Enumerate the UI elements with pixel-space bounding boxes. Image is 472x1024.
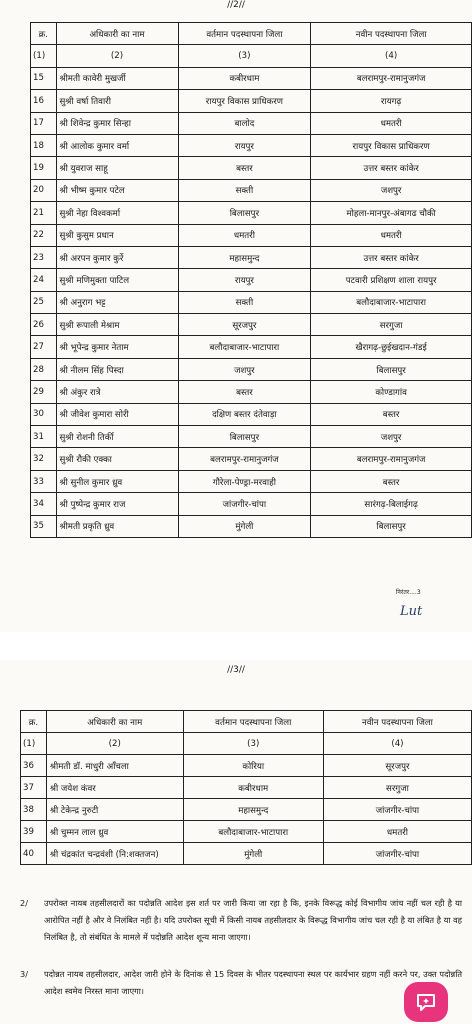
signature: Lut bbox=[400, 604, 423, 619]
row-officer-name: सुश्री रोशनी तिर्की bbox=[56, 426, 178, 448]
row-current-district: दक्षिण बस्तर दंतेवाड़ा bbox=[178, 403, 311, 425]
header-serial: क्र. bbox=[31, 23, 57, 45]
row-serial: 19 bbox=[31, 157, 57, 179]
header-new-district: नवीन पदस्थापना जिला bbox=[311, 23, 472, 45]
row-new-district: बलौदाबाजार-भाटापारा bbox=[311, 291, 472, 313]
row-serial: 39 bbox=[21, 821, 47, 843]
row-current-district: बिलासपुर bbox=[178, 426, 311, 448]
row-new-district: जांजगीर-चांपा bbox=[323, 843, 471, 865]
table-row bbox=[31, 112, 472, 134]
table-body bbox=[31, 67, 472, 537]
row-new-district: रायगढ़ bbox=[311, 90, 472, 112]
header-current-district: वर्तमान पदस्थापना जिला bbox=[183, 711, 323, 733]
row-new-district: बस्तर bbox=[311, 470, 472, 492]
table-row bbox=[31, 291, 472, 313]
row-officer-name: सुश्री कुसुम प्रधान bbox=[56, 224, 178, 246]
row-current-district: सूरजपुर bbox=[178, 314, 311, 336]
row-new-district: जांजगीर-चांपा bbox=[323, 799, 471, 821]
row-serial: 35 bbox=[31, 515, 57, 537]
table-row bbox=[31, 403, 472, 425]
table-row bbox=[31, 224, 472, 246]
table-row bbox=[21, 799, 472, 821]
table-row bbox=[31, 493, 472, 515]
table-row bbox=[21, 755, 472, 777]
row-officer-name: श्री नीलम सिंह पिस्दा bbox=[56, 358, 178, 380]
row-officer-name: श्री भूपेन्द्र कुमार नेताम bbox=[56, 336, 178, 358]
row-current-district: बस्तर bbox=[178, 157, 311, 179]
row-officer-name: श्री सुनील कुमार ध्रुव bbox=[56, 470, 178, 492]
paragraph-text: पदोन्नत नायब तहसीलदार, आदेश जारी होने के दिनांक से 15 दिवस के भीतर पदस्थापना स्थल पर कार्यभार ग्रहण नहीं करने पर, उक्त पदोन्नति आदेश स्वमेव निरस्त माना जाएगा। bbox=[44, 969, 462, 996]
header-officer-name: अधिकारी का नाम bbox=[56, 23, 178, 45]
row-officer-name: श्री भीष्म कुमार पटेल bbox=[56, 179, 178, 201]
row-serial: 18 bbox=[31, 134, 57, 156]
row-serial: 25 bbox=[31, 291, 57, 313]
table-body bbox=[21, 755, 472, 865]
paragraph-number: 3/ bbox=[20, 969, 28, 979]
row-serial: 22 bbox=[31, 224, 57, 246]
row-officer-name: श्री अंकुर रात्रे bbox=[56, 381, 178, 403]
row-new-district: धमतरी bbox=[311, 224, 472, 246]
row-current-district: बलौदाबाजार-भाटापारा bbox=[183, 821, 323, 843]
table-row bbox=[31, 134, 472, 156]
row-new-district: खैरागढ़-छुईखदान-गंडई bbox=[311, 336, 472, 358]
column-number-row bbox=[21, 733, 472, 755]
row-current-district: महासमुन्द bbox=[178, 246, 311, 268]
row-serial: 27 bbox=[31, 336, 57, 358]
row-new-district: बस्तर bbox=[311, 403, 472, 425]
row-serial: 17 bbox=[31, 112, 57, 134]
row-serial: 40 bbox=[21, 843, 47, 865]
table-row bbox=[31, 246, 472, 268]
row-officer-name: श्री जयेश कंवर bbox=[46, 777, 183, 799]
row-officer-name: सुश्री नेहा विश्वकर्मा bbox=[56, 202, 178, 224]
row-current-district: बालोद bbox=[178, 112, 311, 134]
row-current-district: बलौदाबाजार-भाटापारा bbox=[178, 336, 311, 358]
column-number: (2) bbox=[46, 733, 183, 755]
table-row bbox=[21, 843, 472, 865]
row-current-district: जांजगीर-चांपा bbox=[178, 493, 311, 515]
header-officer-name: अधिकारी का नाम bbox=[46, 711, 183, 733]
column-number: (4) bbox=[311, 45, 472, 67]
row-serial: 33 bbox=[31, 470, 57, 492]
row-new-district: सूरजपुर bbox=[323, 755, 471, 777]
table-row bbox=[31, 179, 472, 201]
table-row bbox=[31, 90, 472, 112]
row-officer-name: सुश्री मणिमुक्ता पाटिल bbox=[56, 269, 178, 291]
row-current-district: बलरामपुर-रामानुजगंज bbox=[178, 448, 311, 470]
row-current-district: रायपुर bbox=[178, 134, 311, 156]
paragraph-number: 2/ bbox=[20, 898, 28, 908]
row-new-district: सरगुजा bbox=[311, 314, 472, 336]
row-current-district: बस्तर bbox=[178, 381, 311, 403]
row-officer-name: श्री चंद्रकांत चन्द्रवंशी (नि:शक्तजन) bbox=[46, 843, 183, 865]
row-current-district: रायपुर bbox=[178, 269, 311, 291]
row-current-district: रायपुर विकास प्राधिकरण bbox=[178, 90, 311, 112]
row-serial: 36 bbox=[21, 755, 47, 777]
row-current-district: सक्ती bbox=[178, 291, 311, 313]
row-officer-name: श्रीमती डॉ. माधुरी आँचला bbox=[46, 755, 183, 777]
column-number: (1) bbox=[21, 733, 47, 755]
table-row bbox=[31, 381, 472, 403]
officer-table-continued bbox=[20, 710, 472, 865]
row-new-district: बलरामपुर-रामानुजगंज bbox=[311, 448, 472, 470]
row-new-district: पटवारी प्रशिक्षण शाला रायपुर bbox=[311, 269, 472, 291]
row-officer-name: श्री टेकेन्द्र नुरुटी bbox=[46, 799, 183, 821]
column-number-row bbox=[31, 45, 472, 67]
row-new-district: सरगुजा bbox=[323, 777, 471, 799]
row-officer-name: श्री आलोक कुमार वर्मा bbox=[56, 134, 178, 156]
row-officer-name: श्री जीवेश कुमारा सोरी bbox=[56, 403, 178, 425]
table-row bbox=[31, 67, 472, 89]
table-row bbox=[21, 777, 472, 799]
table-row bbox=[31, 157, 472, 179]
row-serial: 31 bbox=[31, 426, 57, 448]
table-row bbox=[31, 470, 472, 492]
table-row bbox=[31, 448, 472, 470]
header-serial: क्र. bbox=[21, 711, 47, 733]
table-row bbox=[31, 358, 472, 380]
row-serial: 16 bbox=[31, 90, 57, 112]
row-officer-name: सुश्री रौकी एक्का bbox=[56, 448, 178, 470]
row-serial: 26 bbox=[31, 314, 57, 336]
row-officer-name: सुश्री वर्षा तिवारी bbox=[56, 90, 178, 112]
chat-sparkle-icon bbox=[415, 991, 437, 1013]
row-new-district: उत्तर बस्तर कांकेर bbox=[311, 157, 472, 179]
row-officer-name: श्री पुष्पेन्द्र कुमार राज bbox=[56, 493, 178, 515]
row-current-district: कबीरधाम bbox=[178, 67, 311, 89]
page-number: //3// bbox=[227, 665, 245, 675]
row-current-district: महासमुन्द bbox=[183, 799, 323, 821]
header-new-district: नवीन पदस्थापना जिला bbox=[323, 711, 471, 733]
row-new-district: धमतरी bbox=[311, 112, 472, 134]
row-current-district: जशपुर bbox=[178, 358, 311, 380]
column-number: (2) bbox=[56, 45, 178, 67]
table-header-row bbox=[21, 711, 472, 733]
column-number: (3) bbox=[183, 733, 323, 755]
table-row bbox=[31, 336, 472, 358]
table-row bbox=[21, 821, 472, 843]
row-current-district: कबीरधाम bbox=[183, 777, 323, 799]
page-gap bbox=[0, 632, 472, 660]
joining-paragraph bbox=[20, 966, 462, 1024]
row-serial: 38 bbox=[21, 799, 47, 821]
header-current-district: वर्तमान पदस्थापना जिला bbox=[178, 23, 311, 45]
row-new-district: मोहला-मानपुर-अंबागढ चौकी bbox=[311, 202, 472, 224]
row-officer-name: सुश्री रूपाली मेश्राम bbox=[56, 314, 178, 336]
row-new-district: रायपुर विकास प्राधिकरण bbox=[311, 134, 472, 156]
row-officer-name: श्रीमती प्रकृति ध्रुव bbox=[56, 515, 178, 537]
row-current-district: कोरिया bbox=[183, 755, 323, 777]
row-new-district: बिलासपुर bbox=[311, 358, 472, 380]
table-row bbox=[31, 314, 472, 336]
column-number: (3) bbox=[178, 45, 311, 67]
row-serial: 30 bbox=[31, 403, 57, 425]
table-row bbox=[31, 515, 472, 537]
row-officer-name: श्री शिवेन्द्र कुमार सिन्हा bbox=[56, 112, 178, 134]
row-serial: 23 bbox=[31, 246, 57, 268]
row-current-district: बिलासपुर bbox=[178, 202, 311, 224]
row-officer-name: श्रीमती कावेरी मुखर्जी bbox=[56, 67, 178, 89]
row-serial: 37 bbox=[21, 777, 47, 799]
row-new-district: जशपुर bbox=[311, 179, 472, 201]
row-current-district: धमतरी bbox=[178, 224, 311, 246]
row-serial: 20 bbox=[31, 179, 57, 201]
continued-note: निरंतर....3 bbox=[396, 589, 421, 596]
row-new-district: जशपुर bbox=[311, 426, 472, 448]
row-serial: 21 bbox=[31, 202, 57, 224]
paragraph-text: उपरोक्त नायब तहसीलदारों का पदोन्नति आदेश इस शर्त पर जारी किया जा रहा है कि, इनके विरूद्ध कोई विभागीय जांच नहीं चल रही है या आरोपित नहीं है और वे निलंबित नहीं है। यदि उपरोक्त सूची में किसी नायब तहसीलदार के विरूद्ध विभागीय जांच चल रही है या लंबित है या वह निलंबित है, तो संबंधित के मामले में पदोन्नति आदेश शून्य माना जाएगा। bbox=[44, 898, 462, 942]
table-row bbox=[31, 426, 472, 448]
row-current-district: सक्ती bbox=[178, 179, 311, 201]
page-number: //2// bbox=[227, 0, 245, 10]
row-new-district: धमतरी bbox=[323, 821, 471, 843]
row-current-district: मुंगेली bbox=[183, 843, 323, 865]
row-current-district: गौरेला-पेण्ड्रा-मरवाही bbox=[178, 470, 311, 492]
condition-paragraph bbox=[20, 895, 462, 975]
row-current-district: मुंगेली bbox=[178, 515, 311, 537]
column-number: (1) bbox=[31, 45, 57, 67]
row-officer-name: श्री अरपन कुमार कुर्रे bbox=[56, 246, 178, 268]
officer-table bbox=[30, 22, 472, 538]
row-serial: 15 bbox=[31, 67, 57, 89]
row-officer-name: श्री युवराज साहू bbox=[56, 157, 178, 179]
row-serial: 24 bbox=[31, 269, 57, 291]
column-number: (4) bbox=[323, 733, 471, 755]
row-serial: 29 bbox=[31, 381, 57, 403]
table-row bbox=[31, 269, 472, 291]
row-new-district: कोण्डागांव bbox=[311, 381, 472, 403]
row-new-district: उत्तर बस्तर कांकेर bbox=[311, 246, 472, 268]
row-new-district: बलरामपुर-रामानुजगंज bbox=[311, 67, 472, 89]
row-new-district: सारंगढ़-बिलाईगढ़ bbox=[311, 493, 472, 515]
row-new-district: बिलासपुर bbox=[311, 515, 472, 537]
table-header-row bbox=[31, 23, 472, 45]
row-officer-name: श्री अनुराग भट्ट bbox=[56, 291, 178, 313]
row-serial: 32 bbox=[31, 448, 57, 470]
row-serial: 34 bbox=[31, 493, 57, 515]
row-officer-name: श्री चुम्मन लाल ध्रुव bbox=[46, 821, 183, 843]
row-serial: 28 bbox=[31, 358, 57, 380]
chat-assistant-button[interactable] bbox=[404, 982, 448, 1022]
table-row bbox=[31, 202, 472, 224]
